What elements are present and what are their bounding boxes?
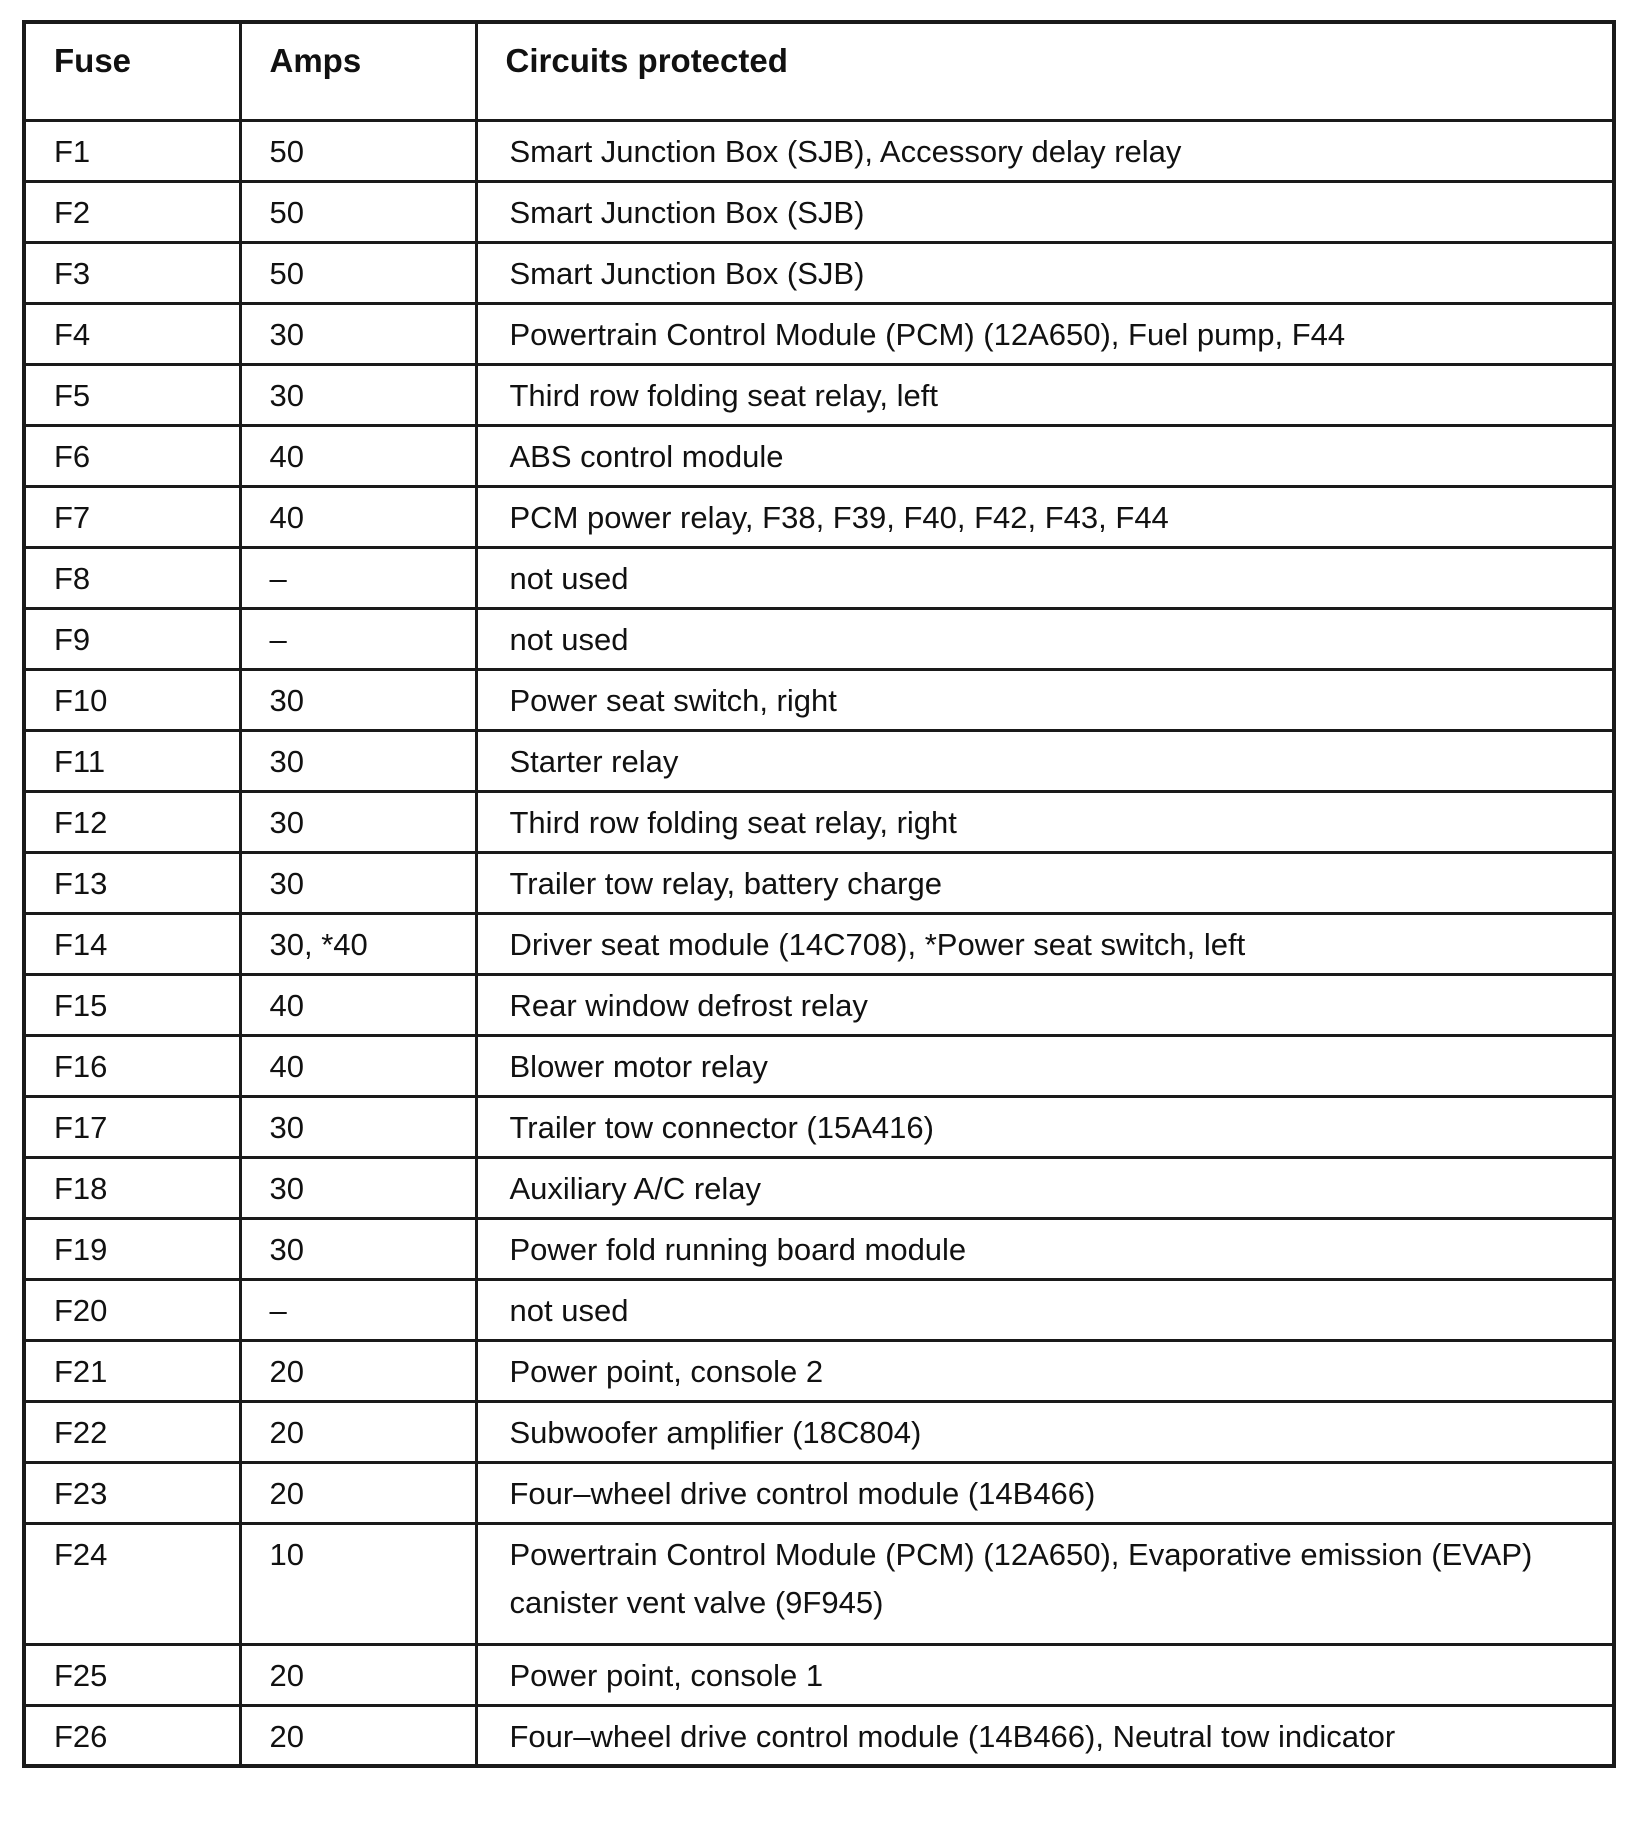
fuse-cell: F2	[24, 181, 240, 242]
fuse-cell: F1	[24, 120, 240, 181]
circuits-cell: Auxiliary A/C relay	[476, 1157, 1614, 1218]
table-row	[24, 1644, 1614, 1705]
circuits-cell: Subwoofer amplifier (18C804)	[476, 1401, 1614, 1462]
fuse-table-sheet	[22, 20, 1616, 1768]
fuse-cell: F21	[24, 1340, 240, 1401]
table-row	[24, 730, 1614, 791]
circuits-cell: Blower motor relay	[476, 1035, 1614, 1096]
table-row	[24, 364, 1614, 425]
table-row	[24, 425, 1614, 486]
table-row	[24, 1096, 1614, 1157]
amps-cell: 50	[240, 181, 476, 242]
circuits-cell: ABS control module	[476, 425, 1614, 486]
circuits-cell: Trailer tow connector (15A416)	[476, 1096, 1614, 1157]
amps-cell: 50	[240, 120, 476, 181]
table-body	[24, 120, 1614, 1766]
circuits-cell: not used	[476, 1279, 1614, 1340]
table-row	[24, 1218, 1614, 1279]
fuse-cell: F16	[24, 1035, 240, 1096]
circuits-cell: Power point, console 2	[476, 1340, 1614, 1401]
circuits-cell: Four–wheel drive control module (14B466)	[476, 1462, 1614, 1523]
fuse-cell: F19	[24, 1218, 240, 1279]
circuits-cell: Four–wheel drive control module (14B466), Neutral tow indicator	[476, 1705, 1614, 1766]
amps-cell: 30	[240, 303, 476, 364]
circuits-cell: Power seat switch, right	[476, 669, 1614, 730]
circuits-cell: not used	[476, 547, 1614, 608]
header-amps: Amps	[240, 22, 476, 120]
circuits-cell: Third row folding seat relay, left	[476, 364, 1614, 425]
header-fuse: Fuse	[24, 22, 240, 120]
fuse-cell: F12	[24, 791, 240, 852]
fuse-cell: F23	[24, 1462, 240, 1523]
fuse-cell: F18	[24, 1157, 240, 1218]
amps-cell: 30	[240, 1218, 476, 1279]
table-row	[24, 1340, 1614, 1401]
table-row	[24, 1401, 1614, 1462]
amps-cell: 30	[240, 669, 476, 730]
amps-cell: 30, *40	[240, 913, 476, 974]
amps-cell: 30	[240, 791, 476, 852]
amps-cell: 50	[240, 242, 476, 303]
amps-cell: 40	[240, 974, 476, 1035]
circuits-cell: Power fold running board module	[476, 1218, 1614, 1279]
fuse-cell: F22	[24, 1401, 240, 1462]
amps-cell: 20	[240, 1401, 476, 1462]
circuits-cell: Powertrain Control Module (PCM) (12A650), Fuel pump, F44	[476, 303, 1614, 364]
table-row	[24, 1523, 1614, 1644]
circuits-cell: not used	[476, 608, 1614, 669]
amps-cell: 30	[240, 1157, 476, 1218]
circuits-cell: Starter relay	[476, 730, 1614, 791]
fuse-cell: F24	[24, 1523, 240, 1644]
circuits-cell: Power point, console 1	[476, 1644, 1614, 1705]
amps-cell: 30	[240, 364, 476, 425]
fuse-cell: F4	[24, 303, 240, 364]
circuits-cell: Powertrain Control Module (PCM) (12A650), Evaporative emission (EVAP) canister vent valve (9F945)	[476, 1523, 1614, 1644]
circuits-cell: Smart Junction Box (SJB)	[476, 181, 1614, 242]
fuse-cell: F15	[24, 974, 240, 1035]
amps-cell: 10	[240, 1523, 476, 1644]
table-row	[24, 181, 1614, 242]
amps-cell: 20	[240, 1340, 476, 1401]
table-header-row	[24, 22, 1614, 120]
table-row	[24, 669, 1614, 730]
circuits-cell: Trailer tow relay, battery charge	[476, 852, 1614, 913]
table-row	[24, 913, 1614, 974]
table-row	[24, 1705, 1614, 1766]
table-row	[24, 303, 1614, 364]
amps-cell: 30	[240, 730, 476, 791]
fuse-cell: F20	[24, 1279, 240, 1340]
amps-cell: –	[240, 608, 476, 669]
amps-cell: 40	[240, 486, 476, 547]
fuse-cell: F7	[24, 486, 240, 547]
table-row	[24, 1157, 1614, 1218]
amps-cell: 40	[240, 1035, 476, 1096]
fuse-cell: F11	[24, 730, 240, 791]
table-row	[24, 791, 1614, 852]
fuse-cell: F5	[24, 364, 240, 425]
table-row	[24, 974, 1614, 1035]
table-row	[24, 242, 1614, 303]
circuits-cell: PCM power relay, F38, F39, F40, F42, F43, F44	[476, 486, 1614, 547]
fuse-cell: F9	[24, 608, 240, 669]
fuse-table	[22, 20, 1616, 1768]
fuse-cell: F10	[24, 669, 240, 730]
fuse-cell: F6	[24, 425, 240, 486]
circuits-cell: Smart Junction Box (SJB), Accessory delay relay	[476, 120, 1614, 181]
amps-cell: 30	[240, 852, 476, 913]
fuse-cell: F14	[24, 913, 240, 974]
circuits-cell: Smart Junction Box (SJB)	[476, 242, 1614, 303]
table-row	[24, 1035, 1614, 1096]
amps-cell: –	[240, 1279, 476, 1340]
table-row	[24, 547, 1614, 608]
table-row	[24, 608, 1614, 669]
table-row	[24, 120, 1614, 181]
table-row	[24, 852, 1614, 913]
amps-cell: 30	[240, 1096, 476, 1157]
fuse-cell: F26	[24, 1705, 240, 1766]
table-row	[24, 1462, 1614, 1523]
amps-cell: –	[240, 547, 476, 608]
amps-cell: 20	[240, 1705, 476, 1766]
amps-cell: 20	[240, 1644, 476, 1705]
circuits-cell: Driver seat module (14C708), *Power seat switch, left	[476, 913, 1614, 974]
fuse-cell: F8	[24, 547, 240, 608]
circuits-cell: Rear window defrost relay	[476, 974, 1614, 1035]
fuse-cell: F25	[24, 1644, 240, 1705]
amps-cell: 20	[240, 1462, 476, 1523]
circuits-cell: Third row folding seat relay, right	[476, 791, 1614, 852]
header-circuits: Circuits protected	[476, 22, 1614, 120]
amps-cell: 40	[240, 425, 476, 486]
table-row	[24, 1279, 1614, 1340]
fuse-cell: F13	[24, 852, 240, 913]
fuse-cell: F3	[24, 242, 240, 303]
table-row	[24, 486, 1614, 547]
fuse-cell: F17	[24, 1096, 240, 1157]
